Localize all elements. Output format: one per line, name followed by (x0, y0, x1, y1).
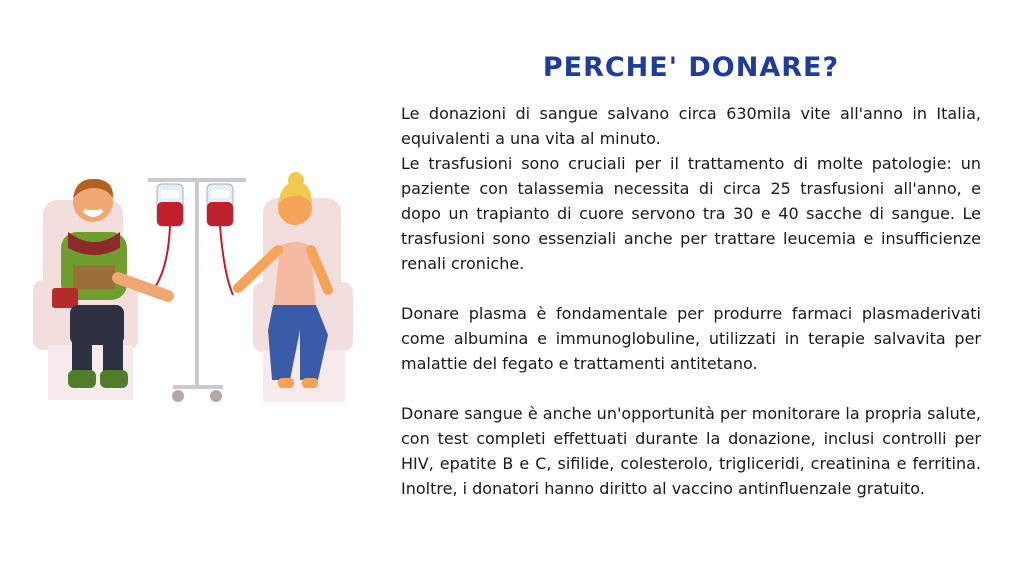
paragraph-health-check: Donare sangue è anche un'opportunità per monitorare la propria salute, con test completi effettuati durante la donazione, inclusi controlli per HIV, epatite B e C, sifilide, colesterolo, trigliceridi, creatinina e ferritina. Inoltre, i donatori hanno diritto al vaccino antinfluenzale gratuito. (401, 404, 981, 498)
paragraph-transfusions: Le trasfusioni sono cruciali per il trattamento di molte patologie: un paziente con talassemia necessita di circa 25 trasfusioni all'anno, e dopo un trapianto di cuore servono tra 30 e 40 sacche di sangue. Le trasfusioni sono essenziali anche per trattare leucemia e insufficienze renali croniche. (401, 154, 981, 273)
blood-donation-illustration (28, 170, 368, 410)
spacer (401, 376, 981, 401)
spacer (401, 276, 981, 301)
page-title: PERCHE' DONARE? (542, 52, 840, 83)
blood-bag-left (153, 184, 183, 290)
text-content (401, 52, 981, 501)
blood-bag-right (207, 184, 233, 295)
paragraph-statistics: Le donazioni di sangue salvano circa 630mila vite all'anno in Italia, equivalenti a una vita al minuto. (401, 104, 981, 148)
paragraph-plasma: Donare plasma è fondamentale per produrre farmaci plasmaderivati come albumina e immunoglobuline, utilizzati in terapie salvavita per malattie del fegato e trattamenti antitetano. (401, 304, 981, 373)
